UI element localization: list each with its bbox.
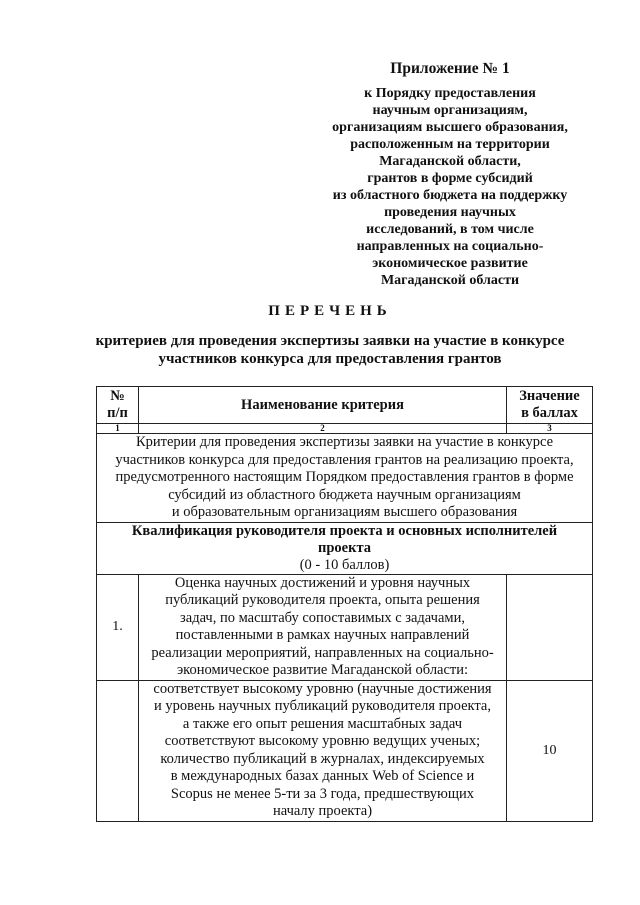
intro-line: участников конкурса для предоставления грантов на реализацию проекта,	[115, 451, 574, 468]
header-score	[507, 387, 593, 424]
appendix-line: проведения научных	[384, 205, 516, 220]
row-line: реализации мероприятий, направленных на социально-	[151, 644, 494, 661]
section-row	[97, 522, 593, 574]
appendix-line: к Порядку предоставления	[364, 86, 536, 101]
section-title-line: проекта	[317, 539, 371, 556]
appendix-line: из областного бюджета на поддержку	[332, 188, 568, 203]
table-row	[97, 574, 593, 680]
section-title-line: Квалификация руководителя проекта и основных исполнителей	[131, 522, 558, 539]
appendix-header	[300, 60, 600, 289]
row-score: 10	[507, 680, 593, 821]
header-number-line: п/п	[107, 405, 128, 421]
row-number	[97, 680, 139, 821]
table-row	[97, 680, 593, 821]
subtitle-line: критериев для проведения экспертизы заявки на участие в конкурсе	[95, 333, 565, 349]
appendix-title: Приложение № 1	[390, 60, 510, 77]
appendix-line: экономическое развитие	[372, 256, 528, 271]
intro-line: субсидий из областного бюджета научным организациям	[168, 486, 521, 503]
appendix-line: расположенным на территории	[350, 137, 550, 152]
row-number: 1.	[97, 574, 139, 680]
table-header-row	[97, 387, 593, 424]
row-line: и уровень научных публикаций руководителя проекта,	[154, 698, 491, 714]
appendix-line: исследований, в том числе	[366, 222, 534, 237]
row-line: количество публикаций в журналах, индексируемых	[160, 750, 485, 767]
intro-cell	[97, 434, 593, 523]
header-score-line: Значение	[519, 388, 580, 404]
row-line: соответствуют высокому уровню ведущих ученых;	[164, 733, 481, 749]
intro-line: и образовательным организациям высшего образования	[171, 504, 518, 520]
appendix-line: Магаданской области,	[379, 154, 521, 169]
section-range: (0 - 10 баллов)	[299, 556, 390, 573]
header-score-line: в баллах	[521, 405, 578, 421]
column-index-row	[97, 424, 593, 434]
section-cell	[97, 522, 593, 574]
subtitle-line: участников конкурса для предоставления грантов	[158, 351, 502, 367]
intro-line: предусмотренного настоящим Порядком предоставления грантов в форме	[115, 469, 574, 485]
header-number	[97, 387, 139, 424]
row-line: в международных базах данных Web of Science и	[170, 768, 475, 784]
row-score	[507, 574, 593, 680]
document-title: ПЕРЕЧЕНЬ	[268, 303, 392, 319]
column-index: 3	[507, 424, 593, 434]
row-line: Scopus не менее 5-ти за 3 года, предшествующих	[170, 785, 475, 802]
row-line: началу проекта)	[272, 803, 373, 819]
header-number-line: №	[110, 388, 125, 404]
row-line: задач, по масштабу сопоставимых с задачами,	[180, 609, 465, 626]
appendix-line: направленных на социально-	[356, 239, 544, 254]
row-line: Оценка научных достижений и уровня научных	[174, 574, 471, 591]
document-subtitle	[60, 332, 600, 368]
row-line: поставленными в рамках научных направлений	[175, 627, 470, 643]
intro-line: Критерии для проведения экспертизы заявки на участие в конкурсе	[135, 434, 554, 450]
row-line: соответствует высокому уровню (научные достижения	[153, 680, 492, 697]
header-criterion-name: Наименование критерия	[139, 387, 507, 424]
intro-row	[97, 434, 593, 523]
row-line: а также его опыт решения масштабных задач	[182, 715, 463, 732]
appendix-line: Магаданской области	[380, 273, 520, 288]
document-heading	[60, 303, 600, 368]
appendix-line: организациям высшего образования,	[332, 120, 568, 135]
row-description	[139, 574, 507, 680]
appendix-line: научным организациям,	[372, 103, 528, 118]
row-line: публикаций руководителя проекта, опыта решения	[165, 592, 480, 608]
row-line: экономическое развитие Магаданской области:	[176, 662, 469, 678]
column-index: 2	[139, 424, 507, 434]
column-index: 1	[97, 424, 139, 434]
appendix-line: грантов в форме субсидий	[367, 171, 533, 186]
criteria-table	[96, 386, 593, 822]
row-description	[139, 680, 507, 821]
